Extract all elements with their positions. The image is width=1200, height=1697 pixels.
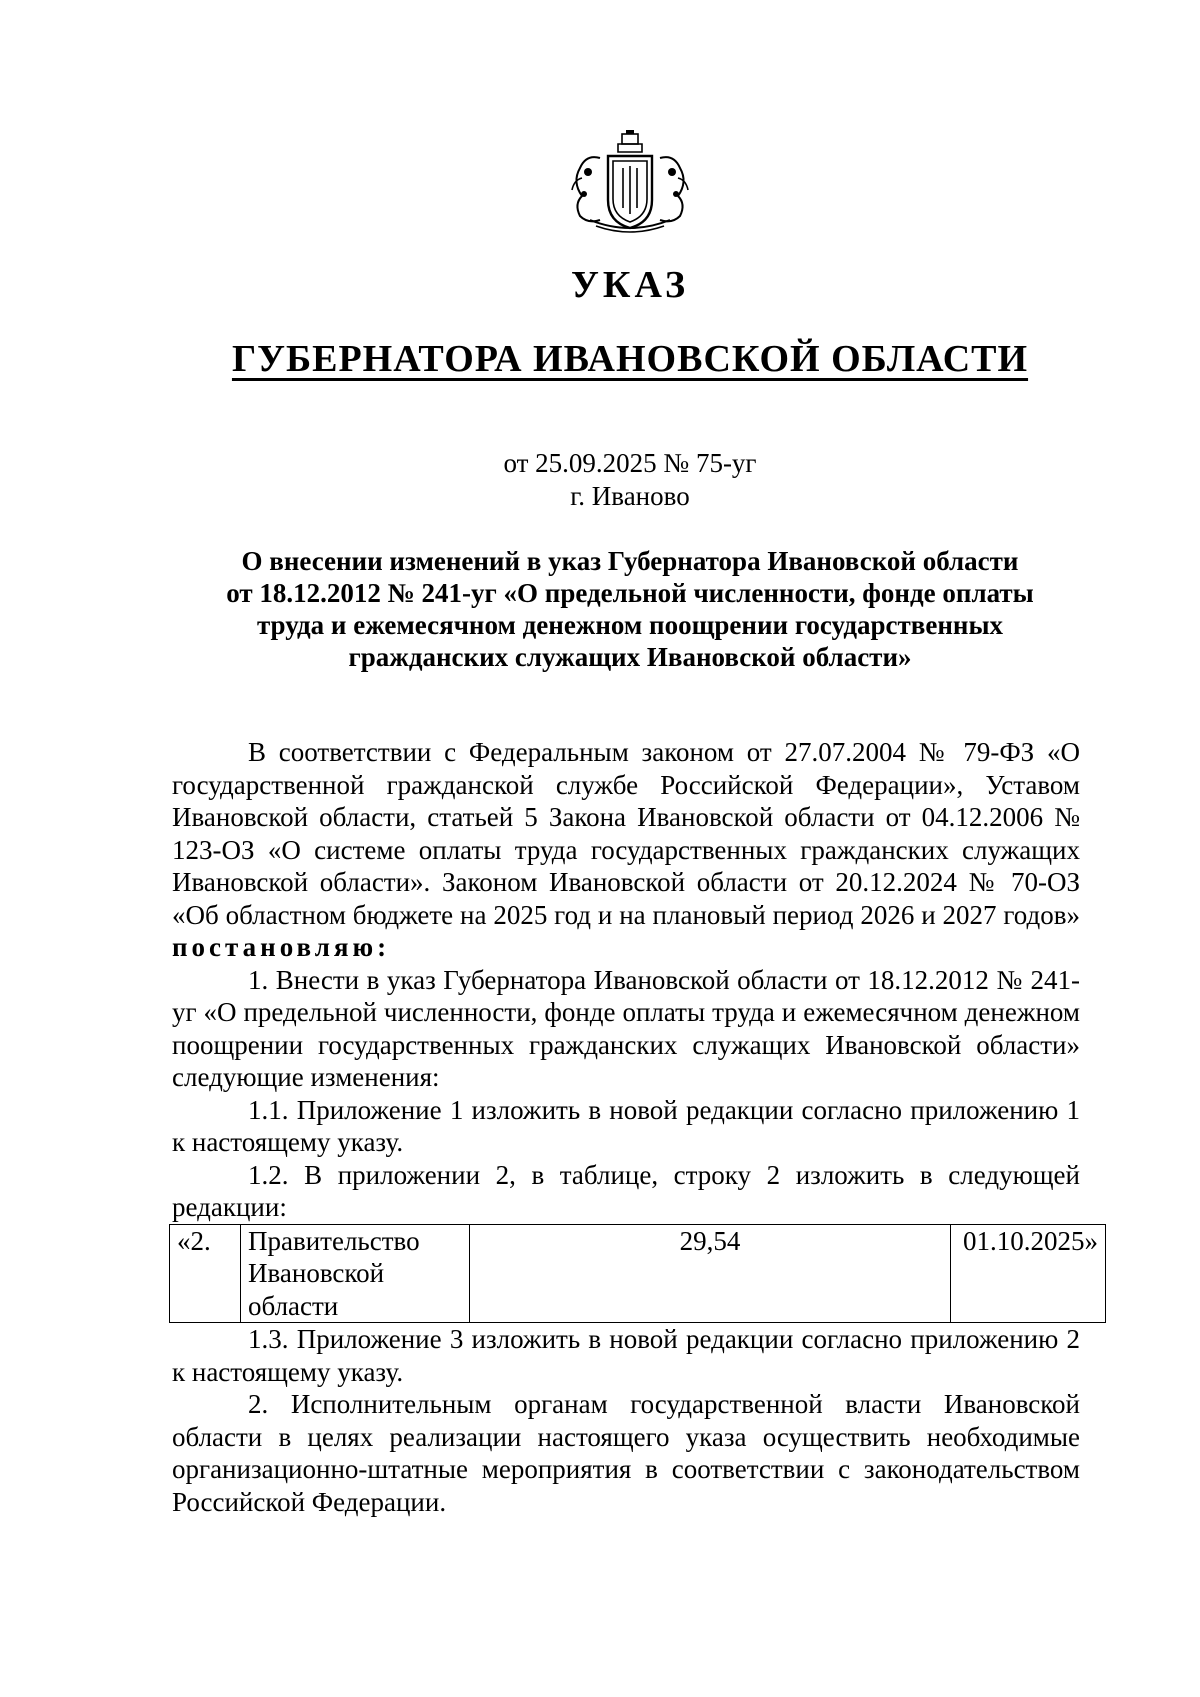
heading-line: от 18.12.2012 № 241-уг «О предельной численности, фонде оплаты xyxy=(226,578,1034,608)
city: г. Иваново xyxy=(570,481,690,511)
item-2: 2. Исполнительным органам государственной власти Ивановской области в целях реализации настоящего указа осуществить необходимые организационно-штатные мероприятия в соответствии с законодательством Российской Федерации. xyxy=(172,1389,1080,1517)
issuer-title-text: ГУБЕРНАТОРА ИВАНОВСКОЙ ОБЛАСТИ xyxy=(231,338,1029,380)
amendment-table xyxy=(169,1224,1106,1324)
document-heading xyxy=(160,545,1100,673)
document-body xyxy=(172,736,1098,1518)
item-1-2: 1.2. В приложении 2, в таблице, строку 2 изложить в следующей редакции: xyxy=(172,1159,1080,1222)
document-meta xyxy=(0,447,1200,513)
item-1: 1. Внести в указ Губернатора Ивановской области от 18.12.2012 № 241-уг «О предельной численности, фонде оплаты труда и ежемесячном денежном поощрении государственных гражданских служащих Ивановской области» следующие изменения: xyxy=(172,964,1080,1092)
preamble-paragraph xyxy=(172,736,1080,964)
item-1-3: 1.3. Приложение 3 изложить в новой редакции согласно приложению 2 к настоящему указу. xyxy=(172,1324,1080,1387)
heading-line: О внесении изменений в указ Губернатора Ивановской области xyxy=(241,546,1019,576)
resolve-word: постановляю: xyxy=(172,932,391,962)
date-number: от 25.09.2025 № 75-уг xyxy=(503,448,757,478)
document-type-title: УКАЗ xyxy=(571,264,689,306)
organization-cell: Правительство Ивановской области xyxy=(241,1224,470,1323)
item-1-1: 1.1. Приложение 1 изложить в новой редакции согласно приложению 1 к настоящему указу. xyxy=(172,1094,1080,1157)
value-cell: 29,54 xyxy=(470,1224,951,1323)
date-cell: 01.10.2025» xyxy=(951,1224,1106,1323)
row-number-cell: «2. xyxy=(170,1224,241,1323)
coat-of-arms-icon xyxy=(560,128,700,238)
preamble-text: В соответствии с Федеральным законом от 27.07.2004 № 79-ФЗ «О государственной гражданской службе Российской Федерации», Уставом Ивановской области, статьей 5 Закона Ивановской области от 04.12.2006 № 123-ОЗ «О системе оплаты труда государственных гражданских служащих Ивановской области». Законом Ивановской области от 20.12.2024 № 70-ОЗ «Об областном бюджете на 2025 год и на плановый период 2026 и 2027 годов» xyxy=(172,737,1080,930)
issuer-title xyxy=(0,337,1200,381)
table-row xyxy=(170,1224,1106,1323)
heading-line: труда и ежемесячном денежном поощрении государственных xyxy=(256,610,1004,640)
heading-line: гражданских служащих Ивановской области» xyxy=(348,642,912,672)
